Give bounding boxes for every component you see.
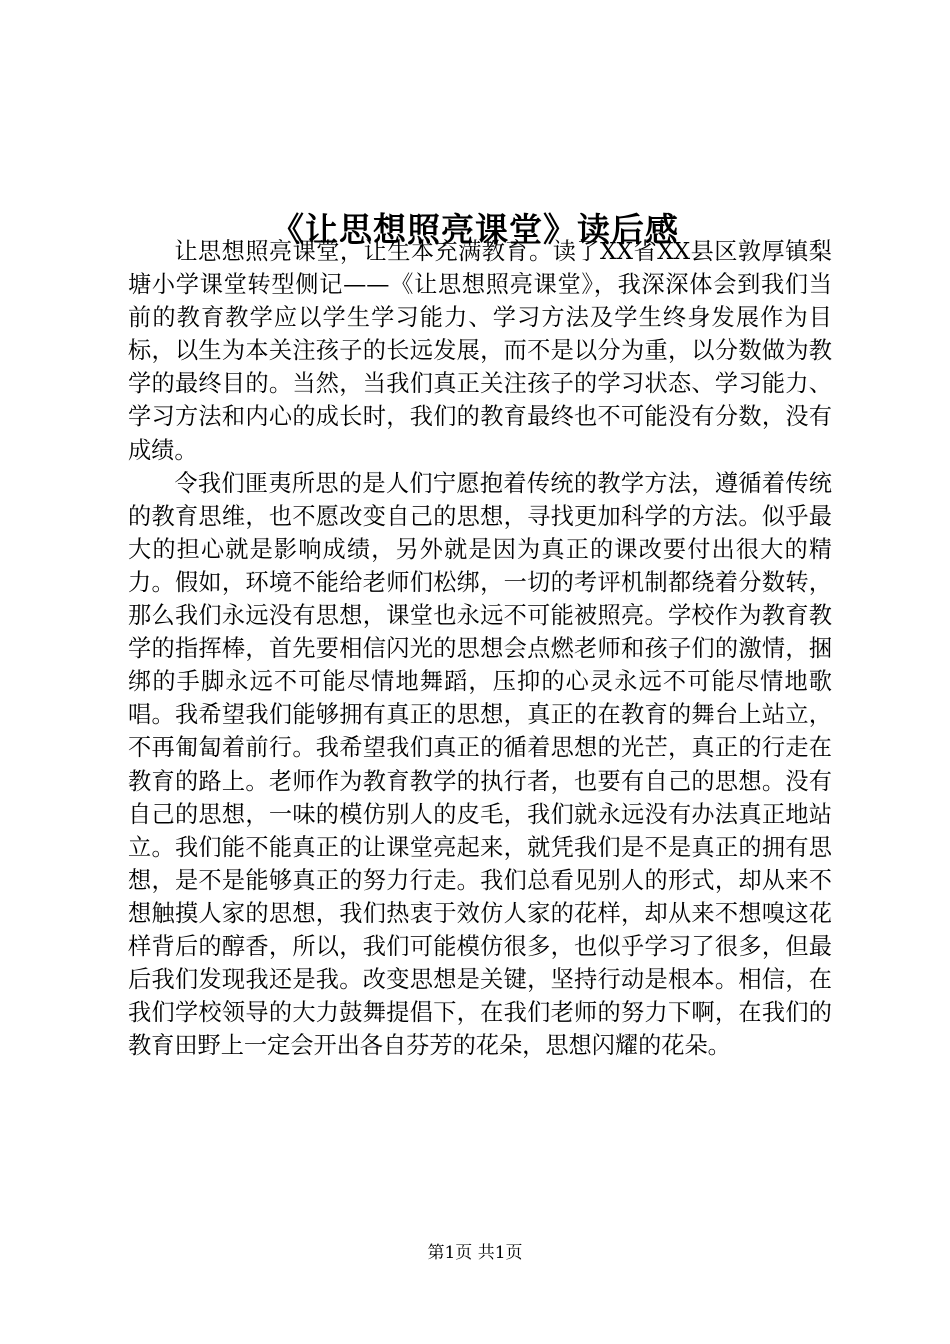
paragraph-1: 让思想照亮课堂，让生本充满教育。读了XX省XX县区敦厚镇梨塘小学课堂转型侧记——《让思想照亮课堂》，我深深体会到我们当前的教育教学应以学生学习能力、学习方法及学生终身发展作为目标，以生为本关注孩子的长远发展，而不是以分为重，以分数做为教学的最终目的。当然，当我们真正关注孩子的学习状态、学习能力、学习方法和内心的成长时，我们的教育最终也不可能没有分数，没有成绩。	[128, 238, 832, 464]
page-footer: 第1页 共1页	[427, 1243, 523, 1263]
document-title: 《让思想照亮课堂》读后感	[271, 210, 679, 250]
paragraph-2: 令我们匪夷所思的是人们宁愿抱着传统的教学方法，遵循着传统的教育思维，也不愿改变自己的思想，寻找更加科学的方法。似乎最大的担心就是影响成绩，另外就是因为真正的课改要付出很大的精力。假如，环境不能给老师们松绑，一切的考评机制都绕着分数转，那么我们永远没有思想，课堂也永远不可能被照亮。学校作为教育教学的指挥棒，首先要相信闪光的思想会点燃老师和孩子们的激情，捆绑的手脚永远不可能尽情地舞蹈，压抑的心灵永远不可能尽情地歌唱。我希望我们能够拥有真正的思想，真正的在教育的舞台上站立，不再匍匐着前行。我希望我们真正的循着思想的光芒，真正的行走在教育的路上。老师作为教育教学的执行者，也要有自己的思想。没有自己的思想，一味的模仿别人的皮毛，我们就永远没有办法真正地站立。我们能不能真正的让课堂亮起来，就凭我们是不是真正的拥有思想，是不是能够真正的努力行走。我们总看见别人的形式，却从来不想触摸人家的思想，我们热衷于效仿人家的花样，却从来不想嗅这花样背后的醇香，所以，我们可能模仿很多，也似乎学习了很多，但最后我们发现我还是我。改变思想是关键，坚持行动是根本。相信，在我们学校领导的大力鼓舞提倡下，在我们老师的努力下啊，在我们的教育田野上一定会开出各自芬芳的花朵，思想闪耀的花朵。	[128, 469, 832, 1060]
document-body	[128, 235, 832, 1062]
